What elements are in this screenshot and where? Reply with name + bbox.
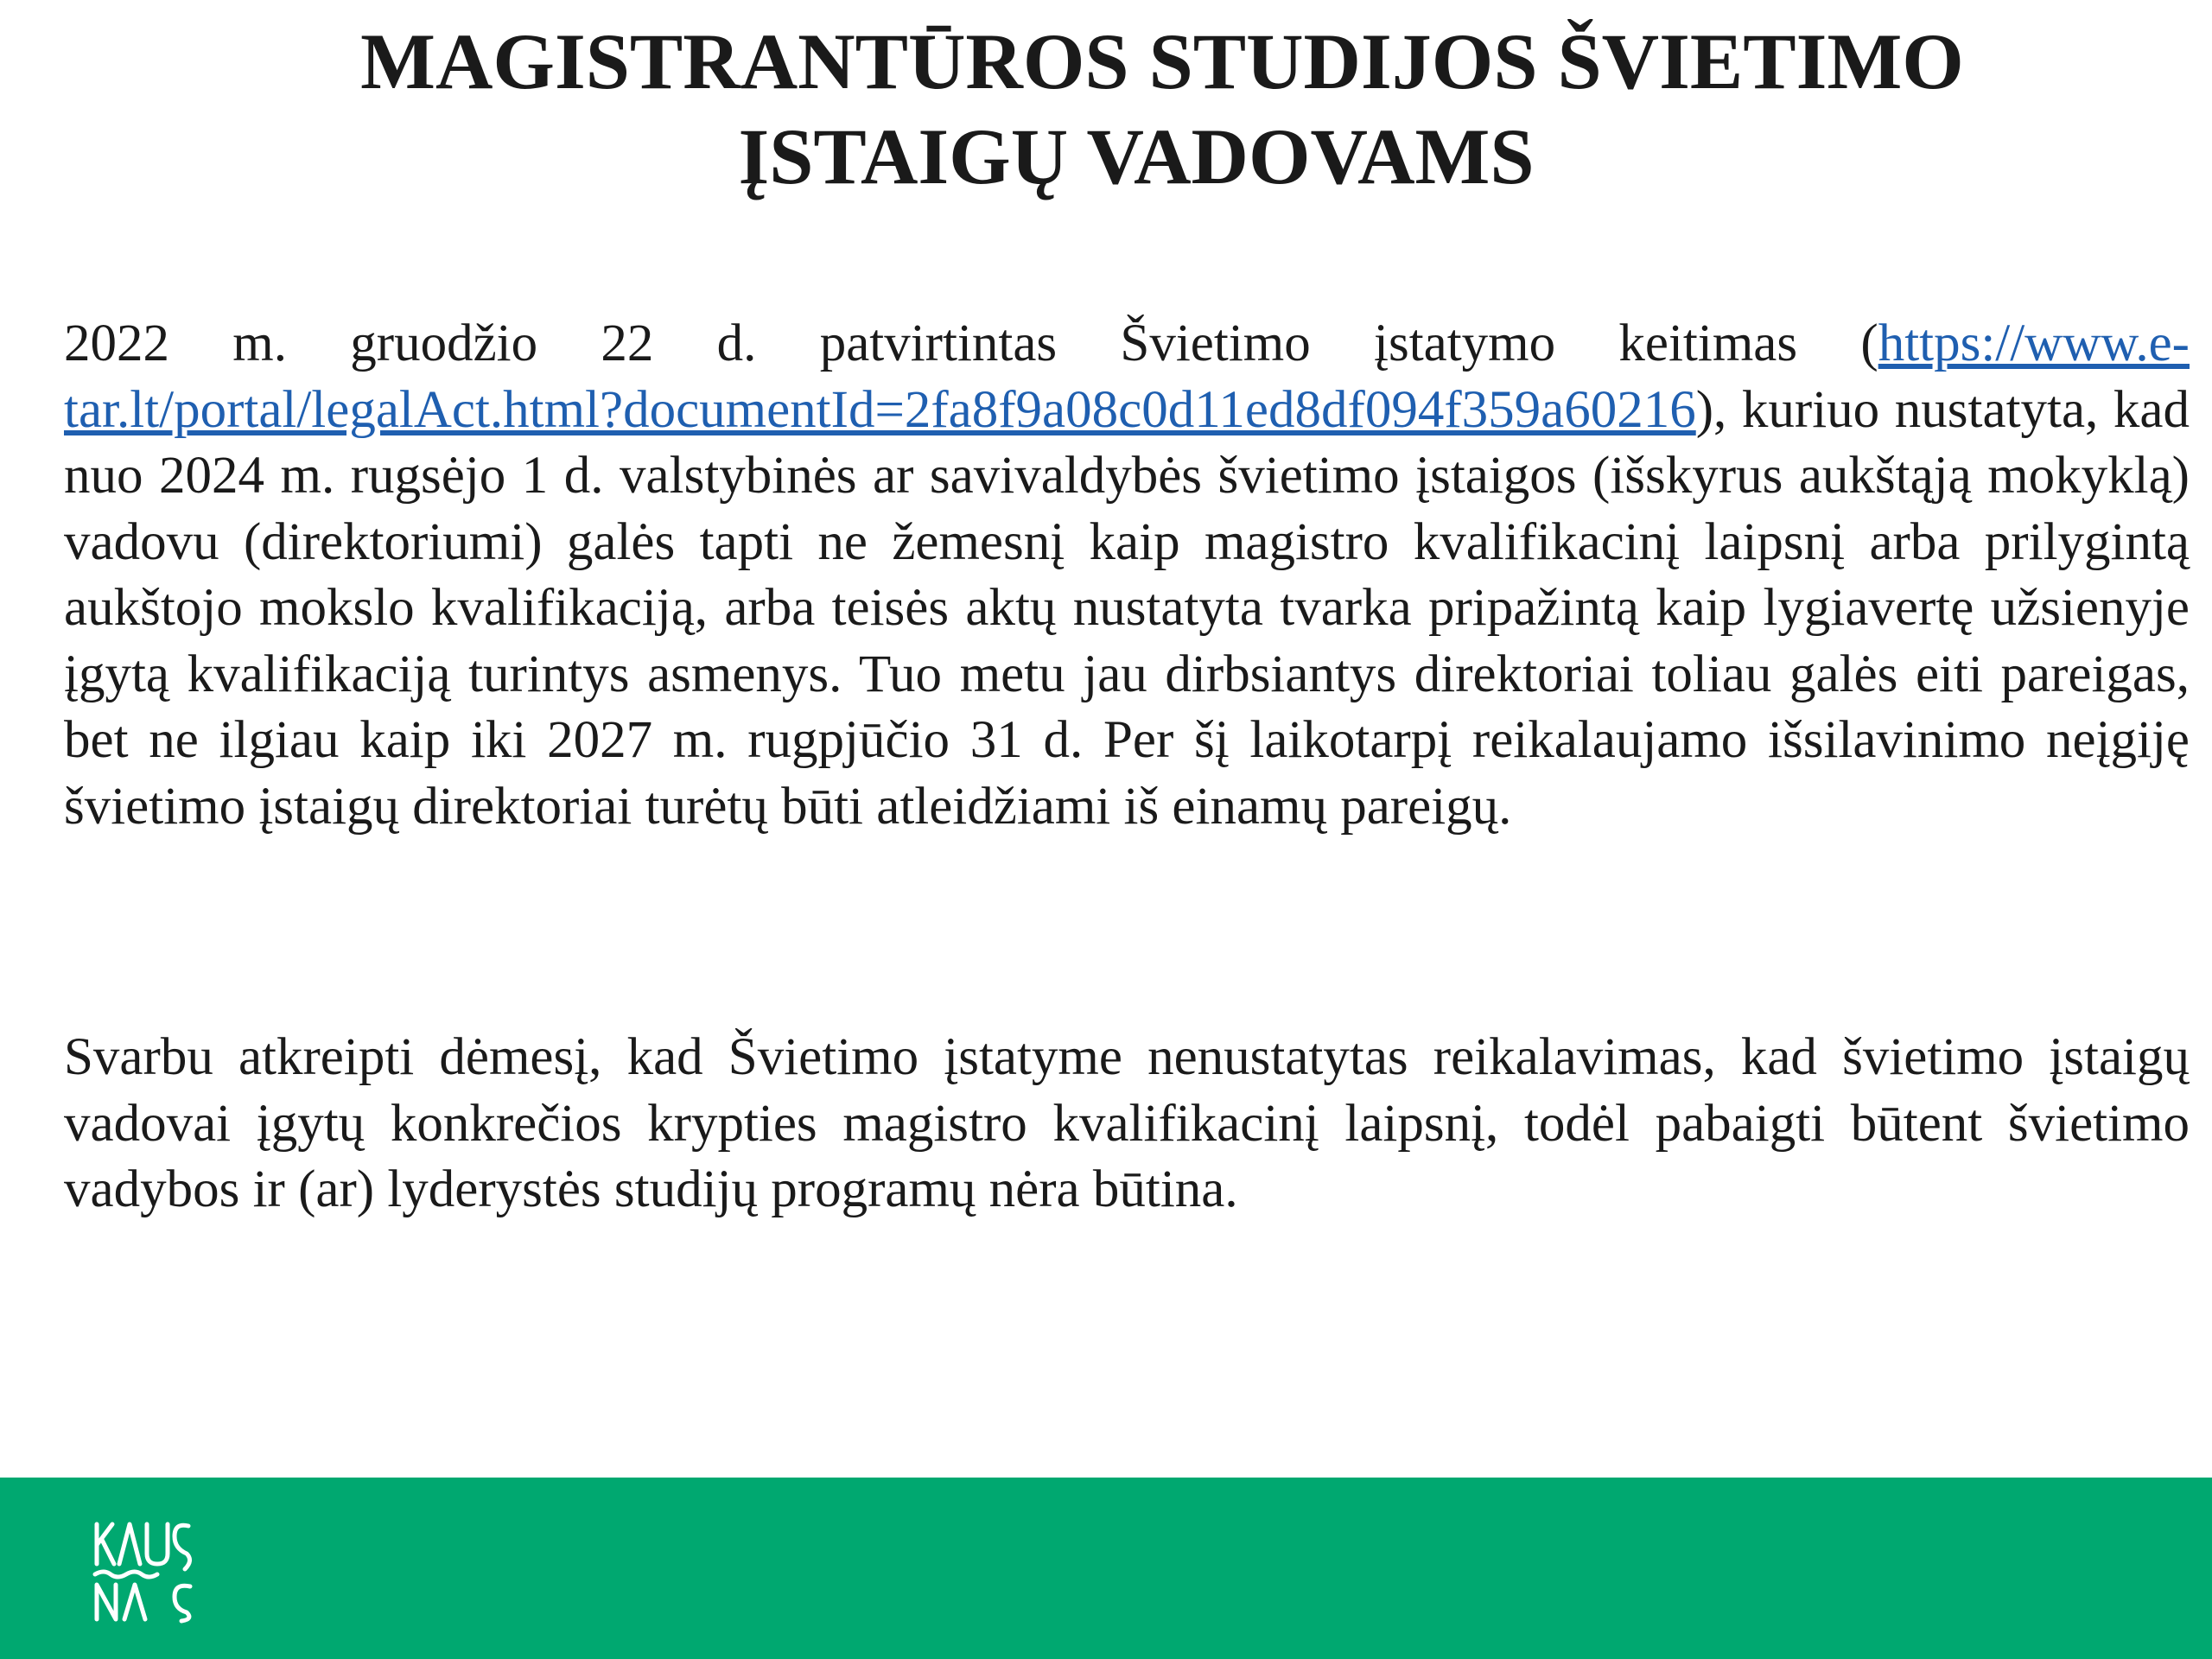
- paragraph-1-rest: ), kuriuo nustatyta, kad nuo 2024 m. rugsėjo 1 d. valstybinės ar savivaldybės švietimo įstaigos (išskyrus aukštąją mokyklą) vadovu (direktoriumi) galės tapti ne žemesnį kaip magistro kvalifikacinį laipsnį arba prilygintą aukštojo mokslo kvalifikaciją, arba teisės aktų nustatyta tvarka pripažintą kaip lygiavertę užsienyje įgytą kvalifikaciją turintys asmenys. Tuo metu jau dirbsiantys direktoriai toliau galės eiti pareigas, bet ne ilgiau kaip iki 2027 m. rugpjūčio 31 d. Per šį laikotarpį reikalaujamo išsilavinimo neįgiję švietimo įstaigų direktoriai turėtų būti atleidžiami iš einamų pareigų.: [64, 380, 2190, 836]
- paragraph-note: Svarbu atkreipti dėmesį, kad Švietimo įstatyme nenustatytas reikalavimas, kad švietimo įstaigų vadovai įgytų konkrečios krypties magistro kvalifikacinį laipsnį, todėl pabaigti būtent švietimo vadybos ir (ar) lyderystės studijų programų nėra būtina.: [64, 1028, 2190, 1218]
- paragraph-legal-change: [64, 311, 2190, 840]
- e-tar-legal-act-link[interactable]: https://www.e-tar.lt/portal/legalAct.html?documentId=2fa8f9a08c0d11ed8df094f359a60216: [64, 315, 2190, 439]
- title-line-2: ĮSTAIGŲ VADOVAMS: [738, 112, 1535, 200]
- paragraph-1-intro: 2022 m. gruodžio 22 d. patvirtintas Švietimo įstatymo keitimas (: [64, 315, 1878, 372]
- footer-bar: [0, 1478, 2212, 1659]
- page-title: [0, 14, 2212, 204]
- kaunas-logo-icon: [92, 1519, 195, 1624]
- title-line-1: MAGISTRANTŪROS STUDIJOS ŠVIETIMO: [360, 17, 1964, 105]
